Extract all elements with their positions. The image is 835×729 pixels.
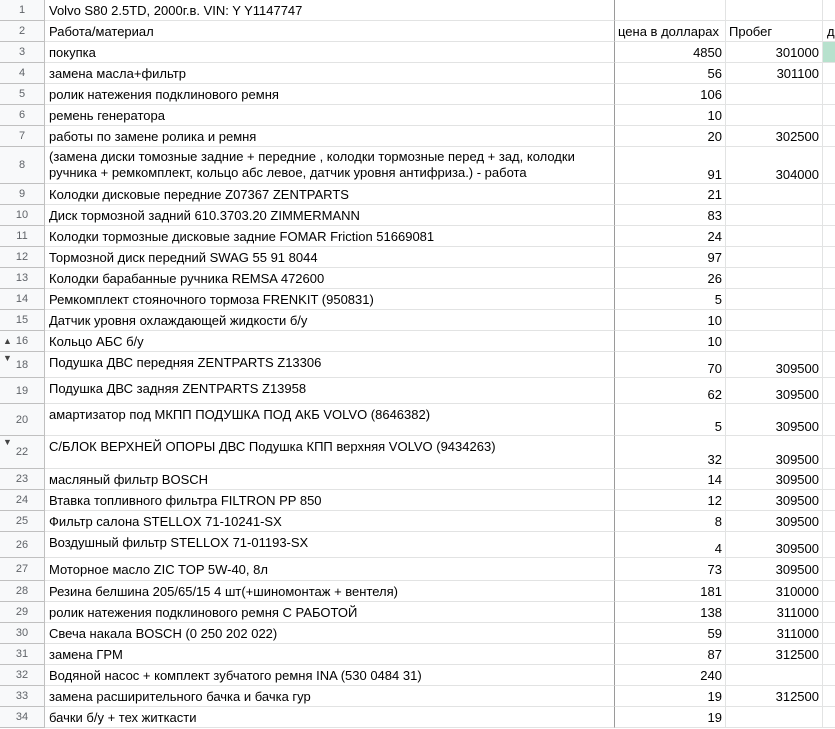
row-number: 23	[15, 473, 29, 485]
cell-work-description[interactable]: Воздушный фильтр STELLOX 71-01193-SX	[45, 532, 615, 558]
cell-mileage[interactable]: 309500	[726, 352, 823, 378]
cell-mileage[interactable]	[726, 310, 823, 331]
cell-price[interactable]: 73	[615, 558, 726, 581]
table-row	[0, 581, 835, 602]
cell-price[interactable]: 10	[615, 331, 726, 352]
table-row	[0, 644, 835, 665]
row-header[interactable]	[0, 0, 45, 21]
cell-price[interactable]: 4850	[615, 42, 726, 63]
cell-extra[interactable]	[823, 105, 835, 126]
row-header[interactable]	[0, 42, 45, 63]
cell-extra[interactable]	[823, 0, 835, 21]
table-row	[0, 623, 835, 644]
row-header[interactable]	[0, 331, 45, 352]
row-header[interactable]	[0, 490, 45, 511]
table-row	[0, 205, 835, 226]
cell-price[interactable]: 21	[615, 184, 726, 205]
table-row	[0, 289, 835, 310]
cell-work-description[interactable]: Датчик уровня охлаждающей жидкости б/у	[45, 310, 615, 331]
cell-price[interactable]: 24	[615, 226, 726, 247]
cell-extra[interactable]: д	[823, 21, 835, 42]
cell-mileage[interactable]: 311000	[726, 602, 823, 623]
cell-extra[interactable]	[823, 331, 835, 352]
cell-price[interactable]: 83	[615, 205, 726, 226]
cell-extra[interactable]	[823, 511, 835, 532]
row-header[interactable]	[0, 63, 45, 84]
cell-mileage[interactable]	[726, 247, 823, 268]
row-number: 24	[15, 494, 29, 506]
row-header[interactable]	[0, 310, 45, 331]
cell-mileage[interactable]: 309500	[726, 511, 823, 532]
cell-work-description[interactable]: ролик натежения подклинового ремня	[45, 84, 615, 105]
cell-extra[interactable]	[823, 644, 835, 665]
cell-extra[interactable]	[823, 707, 835, 728]
row-header[interactable]	[0, 469, 45, 490]
cell-mileage[interactable]	[726, 289, 823, 310]
cell-mileage[interactable]: 311000	[726, 623, 823, 644]
cell-mileage[interactable]: 309500	[726, 532, 823, 558]
cell-mileage[interactable]	[726, 331, 823, 352]
cell-price[interactable]: 14	[615, 469, 726, 490]
cell-price[interactable]: 87	[615, 644, 726, 665]
cell-work-description[interactable]: ремень генератора	[45, 105, 615, 126]
row-number: 13	[15, 272, 29, 284]
row-number: 22	[15, 446, 29, 458]
cell-work-description[interactable]: Колодки тормозные дисковые задние FOMAR Friction 51669081	[45, 226, 615, 247]
cell-price[interactable]: 138	[615, 602, 726, 623]
cell-mileage[interactable]	[726, 226, 823, 247]
row-header[interactable]	[0, 147, 45, 184]
cell-mileage[interactable]	[726, 665, 823, 686]
row-number: 33	[15, 690, 29, 702]
cell-work-description[interactable]: Фильтр салона STELLOX 71-10241-SX	[45, 511, 615, 532]
cell-extra[interactable]	[823, 184, 835, 205]
row-header[interactable]	[0, 226, 45, 247]
row-number: 7	[18, 130, 26, 142]
cell-price[interactable]: 70	[615, 352, 726, 378]
row-number: 30	[15, 627, 29, 639]
cell-work-description[interactable]: Ремкомплект стояночного тормоза FRENKIT (950831)	[45, 289, 615, 310]
cell-price[interactable]: 91	[615, 147, 726, 184]
cell-work-description[interactable]: Кольцо АБС б/у	[45, 331, 615, 352]
row-number: 26	[15, 538, 29, 551]
cell-work-description[interactable]: Подушка ДВС передняя ZENTPARTS Z13306	[45, 352, 615, 378]
table-row	[0, 184, 835, 205]
table-row	[0, 558, 835, 581]
cell-extra[interactable]	[823, 378, 835, 404]
cell-mileage[interactable]: 309500	[726, 404, 823, 436]
cell-work-description[interactable]: Volvo S80 2.5TD, 2000г.в. VIN: Y Y1147747	[45, 0, 615, 21]
cell-price[interactable]: 10	[615, 310, 726, 331]
row-header[interactable]	[0, 436, 45, 469]
cell-price[interactable]: 12	[615, 490, 726, 511]
row-header[interactable]	[0, 558, 45, 581]
row-number: 14	[15, 293, 29, 305]
row-number: 8	[18, 159, 26, 171]
table-row	[0, 226, 835, 247]
cell-mileage[interactable]: 301000	[726, 42, 823, 63]
row-number: 31	[15, 648, 29, 660]
cell-price[interactable]: 26	[615, 268, 726, 289]
expand-rows-icon[interactable]: ▼	[3, 353, 12, 363]
table-row	[0, 268, 835, 289]
row-header[interactable]	[0, 581, 45, 602]
table-row	[0, 707, 835, 728]
cell-price[interactable]: 240	[615, 665, 726, 686]
cell-extra[interactable]	[823, 289, 835, 310]
table-row	[0, 310, 835, 331]
cell-work-description[interactable]: бачки б/у + тех житкасти	[45, 707, 615, 728]
row-number: 2	[18, 25, 26, 37]
row-header[interactable]	[0, 205, 45, 226]
cell-price[interactable]: 181	[615, 581, 726, 602]
cell-mileage[interactable]	[726, 184, 823, 205]
column-header-work[interactable]: Работа/материал	[45, 21, 615, 42]
row-number: 20	[15, 413, 29, 426]
cell-mileage[interactable]: 309500	[726, 436, 823, 469]
column-header-price[interactable]: цена в долларах	[615, 21, 726, 42]
cell-price[interactable]: 5	[615, 289, 726, 310]
table-row	[0, 404, 835, 436]
cell-extra[interactable]	[823, 602, 835, 623]
row-number: 32	[15, 669, 29, 681]
table-row	[0, 378, 835, 404]
cell-mileage[interactable]: 301100	[726, 63, 823, 84]
row-number: 27	[15, 563, 29, 575]
cell-extra[interactable]	[823, 469, 835, 490]
row-number: 28	[15, 585, 29, 597]
cell-extra[interactable]	[823, 268, 835, 289]
cell-price[interactable]: 106	[615, 84, 726, 105]
cell-work-description[interactable]: Свеча накала BOSCH (0 250 202 022)	[45, 623, 615, 644]
table-row	[0, 147, 835, 184]
cell-work-description[interactable]: замена ГРМ	[45, 644, 615, 665]
table-row	[0, 532, 835, 558]
row-number: 5	[18, 88, 26, 100]
table-row	[0, 469, 835, 490]
cell-price[interactable]	[615, 0, 726, 21]
cell-mileage[interactable]: 304000	[726, 147, 823, 184]
table-row	[0, 686, 835, 707]
table-row	[0, 511, 835, 532]
cell-mileage[interactable]: 309500	[726, 469, 823, 490]
table-row	[0, 42, 835, 63]
row-header[interactable]	[0, 665, 45, 686]
cell-work-description[interactable]: амартизатор под МКПП ПОДУШКА ПОД АКБ VOLVO (8646382)	[45, 404, 615, 436]
table-row	[0, 352, 835, 378]
row-number: 34	[15, 711, 29, 723]
cell-extra[interactable]	[823, 436, 835, 469]
cell-mileage[interactable]	[726, 105, 823, 126]
cell-mileage[interactable]	[726, 268, 823, 289]
cell-extra[interactable]	[823, 205, 835, 226]
row-number: 10	[15, 209, 29, 221]
cell-extra[interactable]	[823, 532, 835, 558]
table-row	[0, 602, 835, 623]
cell-work-description[interactable]: Подушка ДВС задняя ZENTPARTS Z13958	[45, 378, 615, 404]
row-header[interactable]	[0, 21, 45, 42]
row-header[interactable]	[0, 268, 45, 289]
row-number: 3	[18, 46, 26, 58]
row-header[interactable]	[0, 126, 45, 147]
cell-work-description[interactable]: замена расширительного бачка и бачка гур	[45, 686, 615, 707]
cell-work-description[interactable]: Тормозной диск передний SWAG 55 91 8044	[45, 247, 615, 268]
table-row	[0, 436, 835, 469]
row-number: 1	[18, 4, 26, 16]
row-number: 25	[15, 515, 29, 527]
cell-work-description[interactable]: Моторное масло ZIC TOP 5W-40, 8л	[45, 558, 615, 581]
cell-mileage[interactable]: 309500	[726, 490, 823, 511]
row-header[interactable]	[0, 707, 45, 728]
collapse-rows-icon[interactable]: ▲	[3, 336, 12, 346]
cell-work-description[interactable]: Колодки дисковые передние Z07367 ZENTPARTS	[45, 184, 615, 205]
cell-extra[interactable]	[823, 490, 835, 511]
cell-extra[interactable]	[823, 404, 835, 436]
row-header[interactable]	[0, 247, 45, 268]
row-header[interactable]	[0, 532, 45, 558]
cell-extra[interactable]	[823, 247, 835, 268]
cell-extra[interactable]	[823, 686, 835, 707]
cell-work-description[interactable]: ролик натежения подклинового ремня С РАБОТОЙ	[45, 602, 615, 623]
cell-work-description[interactable]: Колодки барабанные ручника REMSA 472600	[45, 268, 615, 289]
cell-price[interactable]: 62	[615, 378, 726, 404]
cell-extra[interactable]	[823, 42, 835, 63]
cell-mileage[interactable]: 309500	[726, 378, 823, 404]
expand-rows-icon[interactable]: ▼	[3, 437, 12, 447]
row-header[interactable]	[0, 105, 45, 126]
row-header[interactable]	[0, 623, 45, 644]
table-row	[0, 105, 835, 126]
cell-work-description[interactable]: покупка	[45, 42, 615, 63]
cell-mileage[interactable]: 302500	[726, 126, 823, 147]
cell-work-description[interactable]: Водяной насос + комплект зубчатого ремня INA (530 0484 31)	[45, 665, 615, 686]
row-header[interactable]	[0, 644, 45, 665]
row-header[interactable]	[0, 184, 45, 205]
row-number: 4	[18, 67, 26, 79]
table-row	[0, 126, 835, 147]
cell-extra[interactable]	[823, 126, 835, 147]
cell-price[interactable]: 8	[615, 511, 726, 532]
row-number: 16	[15, 335, 29, 347]
cell-mileage[interactable]: 310000	[726, 581, 823, 602]
cell-mileage[interactable]	[726, 707, 823, 728]
cell-work-description[interactable]: (замена диски томозные задние + передние , колодки тормозные перед + зад, колодки ручника + ремкомплект, кольцо абс левое, датчик уровня антифриза.) - работа	[45, 147, 615, 184]
row-header[interactable]	[0, 84, 45, 105]
cell-extra[interactable]	[823, 226, 835, 247]
cell-price[interactable]: 10	[615, 105, 726, 126]
cell-work-description[interactable]: работы по замене ролика и ремня	[45, 126, 615, 147]
row-number: 19	[15, 384, 29, 397]
cell-work-description[interactable]: замена масла+фильтр	[45, 63, 615, 84]
cell-price[interactable]: 19	[615, 686, 726, 707]
cell-extra[interactable]	[823, 665, 835, 686]
cell-work-description[interactable]: Втавка топливного фильтра FILTRON PP 850	[45, 490, 615, 511]
table-row	[0, 84, 835, 105]
row-number: 11	[16, 230, 28, 242]
row-header[interactable]	[0, 378, 45, 404]
cell-mileage[interactable]	[726, 84, 823, 105]
cell-price[interactable]: 20	[615, 126, 726, 147]
cell-price[interactable]: 19	[615, 707, 726, 728]
cell-mileage[interactable]	[726, 0, 823, 21]
cell-work-description[interactable]: С/БЛОК ВЕРХНЕЙ ОПОРЫ ДВС Подушка КПП верхняя VOLVO (9434263)	[45, 436, 615, 469]
table-row	[0, 490, 835, 511]
row-header[interactable]	[0, 511, 45, 532]
cell-extra[interactable]	[823, 84, 835, 105]
table-row	[0, 63, 835, 84]
row-header[interactable]	[0, 289, 45, 310]
row-number: 9	[18, 188, 26, 200]
row-header[interactable]	[0, 404, 45, 436]
cell-price[interactable]: 32	[615, 436, 726, 469]
cell-extra[interactable]	[823, 352, 835, 378]
cell-price[interactable]: 56	[615, 63, 726, 84]
cell-extra[interactable]	[823, 63, 835, 84]
table-row	[0, 247, 835, 268]
row-number: 6	[18, 109, 26, 121]
row-number: 12	[15, 251, 29, 263]
cell-extra[interactable]	[823, 623, 835, 644]
cell-work-description[interactable]: масляный фильтр BOSCH	[45, 469, 615, 490]
row-number: 29	[15, 606, 29, 618]
cell-price[interactable]: 59	[615, 623, 726, 644]
column-header-mileage[interactable]: Пробег	[726, 21, 823, 42]
cell-mileage[interactable]: 312500	[726, 644, 823, 665]
row-header[interactable]	[0, 686, 45, 707]
cell-mileage[interactable]: 312500	[726, 686, 823, 707]
cell-mileage[interactable]: 309500	[726, 558, 823, 581]
row-number: 18	[15, 358, 29, 371]
table-row	[0, 331, 835, 352]
cell-work-description[interactable]: Резина белшина 205/65/15 4 шт(+шиномонтаж + вентеля)	[45, 581, 615, 602]
cell-extra[interactable]	[823, 310, 835, 331]
row-number: 15	[15, 314, 29, 326]
cell-mileage[interactable]	[726, 205, 823, 226]
cell-extra[interactable]	[823, 581, 835, 602]
cell-work-description[interactable]: Диск тормозной задний 610.3703.20 ZIMMERMANN	[45, 205, 615, 226]
table-row	[0, 21, 835, 42]
cell-price[interactable]: 4	[615, 532, 726, 558]
cell-price[interactable]: 97	[615, 247, 726, 268]
table-row	[0, 0, 835, 21]
row-header[interactable]	[0, 602, 45, 623]
cell-price[interactable]: 5	[615, 404, 726, 436]
row-header[interactable]	[0, 352, 45, 378]
cell-extra[interactable]	[823, 558, 835, 581]
cell-extra[interactable]	[823, 147, 835, 184]
table-row	[0, 665, 835, 686]
